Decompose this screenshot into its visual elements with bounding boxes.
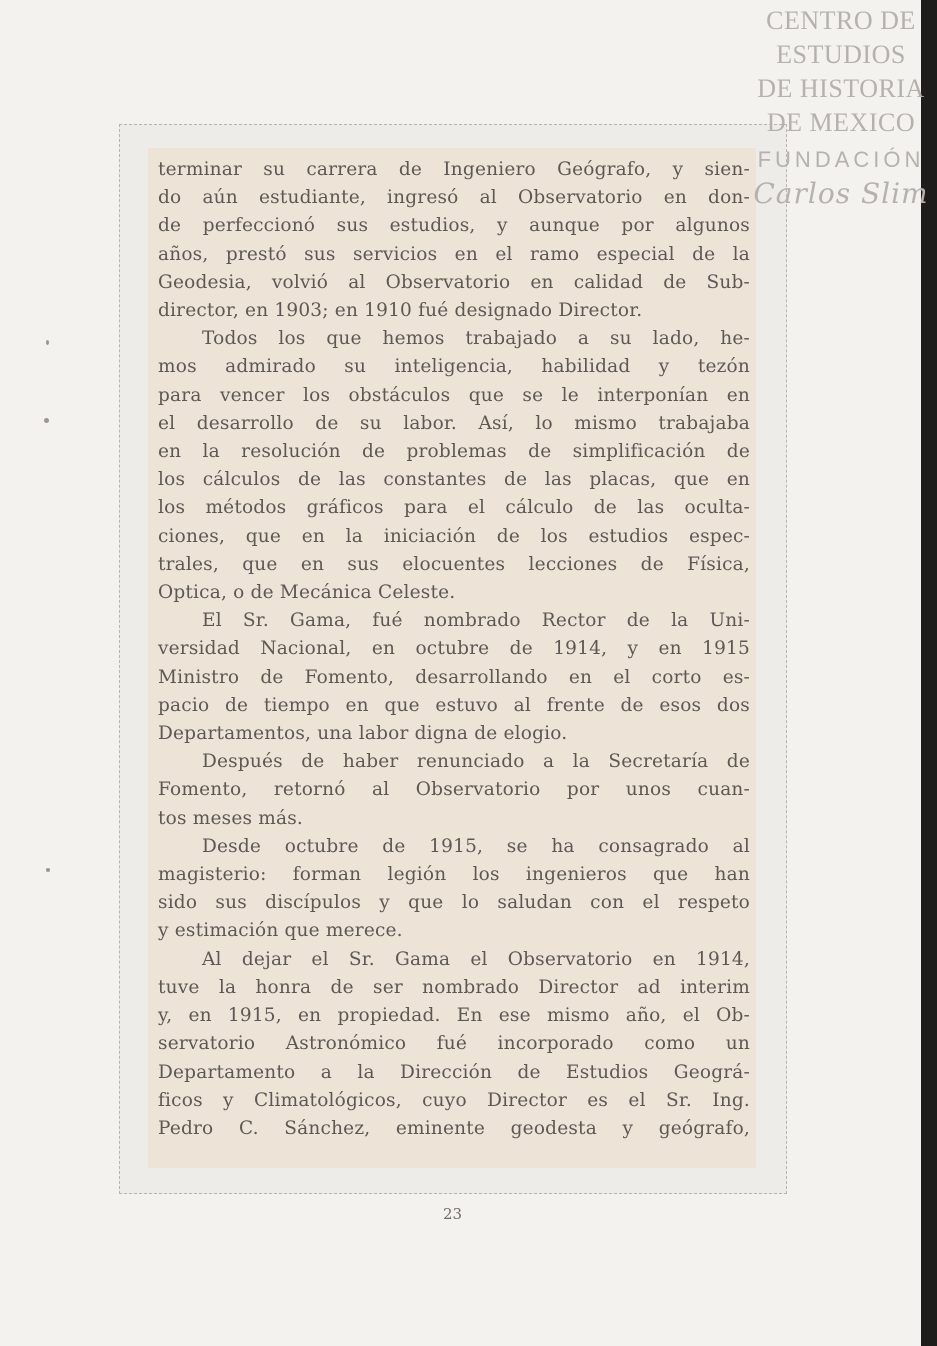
text-line: Ministro de Fomento, desarrollando en el corto es- — [158, 666, 750, 688]
text-line: ficos y Climatológicos, cuyo Director es el Sr. Ing. — [158, 1089, 750, 1111]
text-line: director, en 1903; en 1910 fué designado Director. — [158, 300, 643, 322]
text-line: sido sus discípulos y que lo saludan con el respeto — [158, 892, 750, 914]
text-line: do aún estudiante, ingresó al Observatorio en don- — [158, 187, 750, 209]
text-line: servatorio Astronómico fué incorporado como un — [158, 1033, 750, 1055]
text-line: y estimación que merece. — [158, 920, 403, 942]
text-line: Desde octubre de 1915, se ha consagrado al — [202, 835, 750, 857]
archive-watermark — [748, 4, 934, 214]
text-line: Al dejar el Sr. Gama el Observatorio en 1914, — [202, 948, 750, 970]
text-line: ciones, que en la iniciación de los estudios espec- — [158, 525, 750, 547]
text-line: Optica, o de Mecánica Celeste. — [158, 582, 456, 604]
watermark-signature: Carlos Slim — [753, 177, 929, 210]
text-line: los cálculos de las constantes de las placas, que en — [158, 469, 750, 491]
text-line: el desarrollo de su labor. Así, lo mismo trabajaba — [158, 412, 750, 434]
text-line: Todos los que hemos trabajado a su lado, he- — [202, 328, 750, 350]
text-line: Geodesia, volvió al Observatorio en calidad de Sub- — [158, 271, 750, 293]
watermark-line: DE HISTORIA — [757, 74, 925, 103]
paragraph — [158, 325, 750, 607]
text-line: Después de haber renunciado a la Secretaría de — [202, 751, 750, 773]
text-line: Departamentos, una labor digna de elogio. — [158, 723, 568, 745]
watermark-line: CENTRO DE — [766, 6, 916, 35]
paragraph — [158, 156, 750, 325]
text-line: pacio de tiempo en que estuvo al frente de esos dos — [158, 694, 750, 716]
paragraph — [158, 946, 750, 1143]
text-line: El Sr. Gama, fué nombrado Rector de la Uni- — [202, 610, 750, 632]
text-line: magisterio: forman legión los ingenieros que han — [158, 864, 750, 886]
text-line: versidad Nacional, en octubre de 1914, y en 1915 — [158, 638, 750, 660]
text-line: Departamento a la Dirección de Estudios Geográ- — [158, 1061, 750, 1083]
text-line: y, en 1915, en propiedad. En ese mismo año, el Ob- — [158, 1005, 750, 1027]
page-number: 23 — [442, 1205, 463, 1223]
paragraph — [158, 748, 750, 833]
text-line: años, prestó sus servicios en el ramo especial de la — [158, 243, 750, 265]
paragraph — [158, 833, 750, 946]
text-line: tuve la honra de ser nombrado Director ad interim — [158, 976, 750, 998]
scan-speck — [46, 340, 49, 345]
watermark-line: ESTUDIOS — [776, 40, 906, 69]
scan-speck — [46, 868, 50, 872]
watermark-fundacion: FUNDACIÓN — [757, 147, 925, 172]
body-text — [158, 156, 750, 1143]
text-line: mos admirado su inteligencia, habilidad y tezón — [158, 356, 750, 378]
text-line: los métodos gráficos para el cálculo de las oculta- — [158, 497, 750, 519]
paragraph — [158, 607, 750, 748]
scan-speck — [44, 418, 49, 423]
text-line: Pedro C. Sánchez, eminente geodesta y geógrafo, — [158, 1117, 750, 1139]
text-line: en la resolución de problemas de simplificación de — [158, 441, 750, 463]
text-line: trales, que en sus elocuentes lecciones de Física, — [158, 553, 750, 575]
text-line: de perfeccionó sus estudios, y aunque por algunos — [158, 215, 750, 237]
text-line: terminar su carrera de Ingeniero Geógrafo, y sien- — [158, 159, 750, 180]
text-line: Fomento, retornó al Observatorio por unos cuan- — [158, 779, 750, 801]
text-line: para vencer los obstáculos que se le interponían en — [158, 384, 750, 406]
watermark-line: DE MEXICO — [766, 108, 916, 137]
text-line: tos meses más. — [158, 807, 304, 829]
